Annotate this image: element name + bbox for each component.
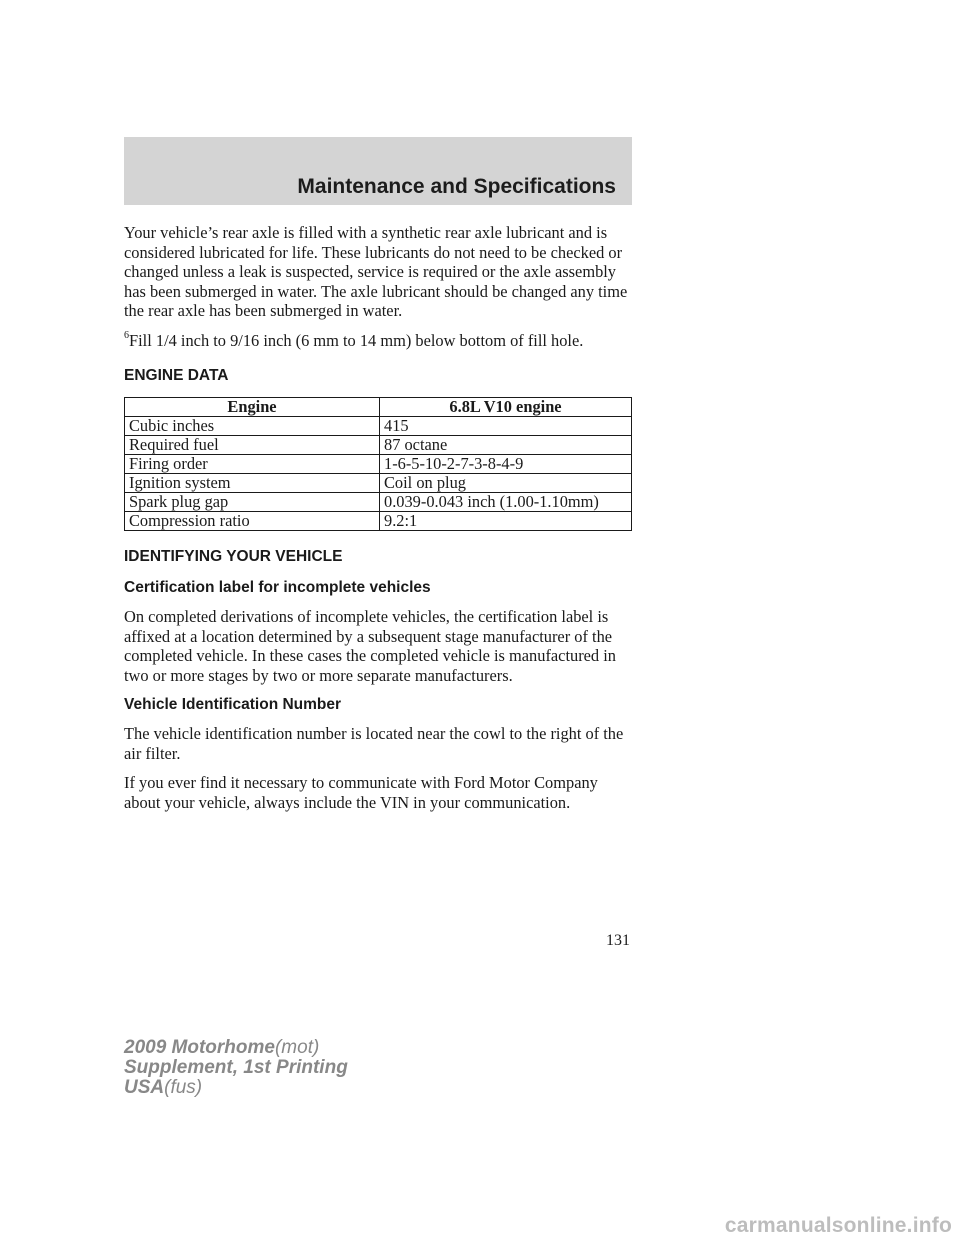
print-footer bbox=[124, 1038, 348, 1098]
table-row bbox=[125, 417, 632, 436]
table-cell-label: Compression ratio bbox=[125, 512, 380, 531]
table-cell-value: 87 octane bbox=[380, 436, 632, 455]
footer-model-code: (mot) bbox=[274, 1037, 320, 1058]
page-content bbox=[124, 223, 632, 822]
column-header: 6.8L V10 engine bbox=[380, 398, 632, 417]
section-header-band bbox=[124, 137, 632, 205]
table-cell-value: 415 bbox=[380, 417, 632, 436]
footer-line-market bbox=[124, 1078, 348, 1098]
table-cell-label: Firing order bbox=[125, 455, 380, 474]
site-watermark: carmanualsonline.info bbox=[724, 1214, 952, 1237]
footer-market: USA bbox=[124, 1077, 165, 1098]
vin-location-paragraph: The vehicle identification number is located near the cowl to the right of the air filter. bbox=[124, 724, 624, 763]
footnote-marker: 6 bbox=[124, 330, 129, 342]
table-cell-value: 0.039-0.043 inch (1.00-1.10mm) bbox=[380, 493, 632, 512]
footer-line-model bbox=[124, 1038, 348, 1058]
table-row bbox=[125, 474, 632, 493]
footer-printing: Supplement, 1st Printing bbox=[124, 1057, 348, 1078]
vin-communication-paragraph: If you ever find it necessary to communicate with Ford Motor Company about your vehicle, always include the VIN in your communication. bbox=[124, 773, 598, 812]
identifying-vehicle-heading: IDENTIFYING YOUR VEHICLE bbox=[124, 548, 343, 565]
table-cell-label: Cubic inches bbox=[125, 417, 380, 436]
fill-footnote bbox=[124, 331, 632, 351]
table-cell-label: Ignition system bbox=[125, 474, 380, 493]
table-header-row bbox=[125, 398, 632, 417]
table-row bbox=[125, 493, 632, 512]
table-row bbox=[125, 512, 632, 531]
footnote-text: Fill 1/4 inch to 9/16 inch (6 mm to 14 mm) below bottom of fill hole. bbox=[129, 330, 584, 350]
table-cell-value: Coil on plug bbox=[380, 474, 632, 493]
table-row bbox=[125, 436, 632, 455]
certification-label-paragraph: On completed derivations of incomplete vehicles, the certification label is affixed at a location determined by a subsequent stage manufacturer of the completed vehicle. In these cases the completed vehicle is manufactured in two or more stages by two or more separate manufacturers. bbox=[124, 607, 616, 685]
table-cell-value: 9.2:1 bbox=[380, 512, 632, 531]
column-header: Engine bbox=[125, 398, 380, 417]
table-cell-label: Spark plug gap bbox=[125, 493, 380, 512]
section-title: Maintenance and Specifications bbox=[297, 175, 616, 198]
table-cell-label: Required fuel bbox=[125, 436, 380, 455]
axle-lubricant-paragraph: Your vehicle’s rear axle is filled with a synthetic rear axle lubricant and is considered lubricated for life. These lubricants do not need to be checked or changed unless a leak is suspected, service is required or the axle assembly has been submerged in water. The axle lubricant should be changed any time the rear axle has been submerged in water. bbox=[124, 223, 628, 320]
footer-model: 2009 Motorhome bbox=[124, 1037, 275, 1058]
table-cell-value: 1-6-5-10-2-7-3-8-4-9 bbox=[380, 455, 632, 474]
vin-heading: Vehicle Identification Number bbox=[124, 696, 342, 713]
footer-market-code: (fus) bbox=[164, 1077, 203, 1098]
engine-data-heading: ENGINE DATA bbox=[124, 367, 229, 384]
certification-label-heading: Certification label for incomplete vehicles bbox=[124, 579, 431, 596]
engine-data-table bbox=[124, 397, 632, 531]
page-number: 131 bbox=[606, 932, 630, 949]
table-row bbox=[125, 455, 632, 474]
